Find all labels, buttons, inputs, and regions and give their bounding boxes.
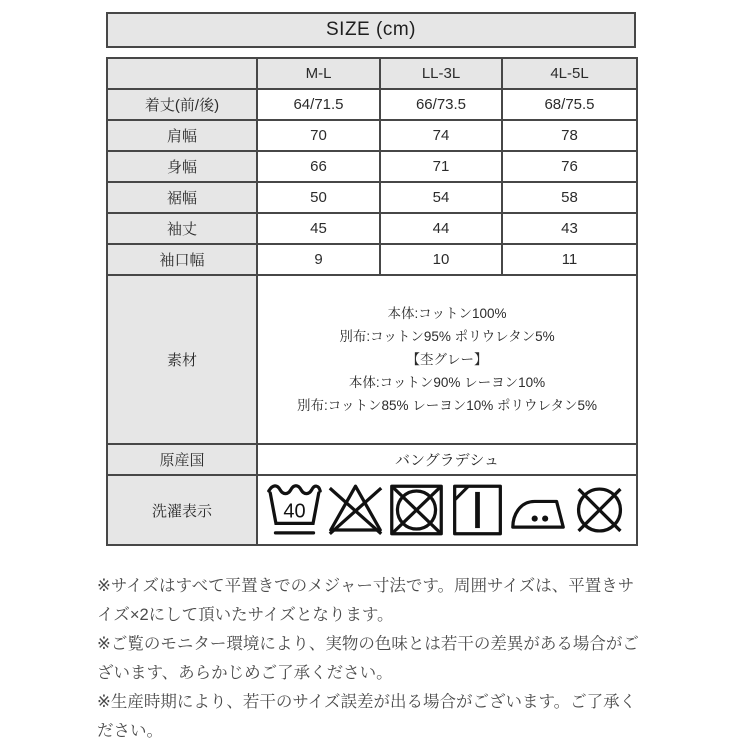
do-not-tumble-dry-icon [387, 478, 446, 542]
table-row-cuff-width [107, 244, 637, 275]
cell-value: 54 [380, 182, 502, 213]
cell-value: 68/75.5 [502, 89, 637, 120]
wash-40-gentle-icon [265, 478, 324, 542]
footnotes [97, 572, 649, 740]
cell-value: 64/71.5 [257, 89, 380, 120]
note-monitor-color: ※ご覧のモニター環境により、実物の色味とは若干の差異がある場合がございます、あらかじめご了承ください。 [97, 635, 639, 682]
cell-value: 11 [502, 244, 637, 275]
size-table [106, 57, 638, 546]
table-row-body-length [107, 89, 637, 120]
material-line: 本体:コットン90% レーヨン10% [348, 375, 546, 390]
origin-value: バングラデシュ [257, 444, 637, 475]
cell-value: 58 [502, 182, 637, 213]
row-label: 素材 [107, 275, 257, 444]
size-header-row [107, 58, 637, 89]
material-line: 本体:コットン100% [387, 306, 507, 321]
cell-value: 78 [502, 120, 637, 151]
svg-text:40: 40 [283, 500, 306, 523]
material-lines [258, 302, 636, 417]
size-header-4l5l: 4L-5L [502, 58, 637, 89]
cell-value: 43 [502, 213, 637, 244]
do-not-dry-clean-icon [570, 478, 629, 542]
size-header-ll3l: LL-3L [380, 58, 502, 89]
row-label: 着丈(前/後) [107, 89, 257, 120]
table-row-hem-width [107, 182, 637, 213]
row-label: 身幅 [107, 151, 257, 182]
material-line: 【杢グレー】 [406, 352, 488, 367]
table-row-sleeve-length [107, 213, 637, 244]
cell-value: 44 [380, 213, 502, 244]
cell-value: 76 [502, 151, 637, 182]
row-label: 洗濯表示 [107, 475, 257, 545]
table-row-shoulder-width [107, 120, 637, 151]
size-chart-title: SIZE (cm) [106, 12, 636, 48]
row-label: 裾幅 [107, 182, 257, 213]
cell-value: 66/73.5 [380, 89, 502, 120]
material-line: 別布:コットン95% ポリウレタン5% [339, 329, 555, 344]
row-label: 原産国 [107, 444, 257, 475]
cell-value: 71 [380, 151, 502, 182]
table-row-body-width [107, 151, 637, 182]
row-label: 袖口幅 [107, 244, 257, 275]
table-row-material [107, 275, 637, 444]
iron-medium-icon [509, 478, 568, 542]
cell-value: 70 [257, 120, 380, 151]
row-label: 袖丈 [107, 213, 257, 244]
drip-dry-in-shade-icon [448, 478, 507, 542]
cell-value: 66 [257, 151, 380, 182]
cell-value: 9 [257, 244, 380, 275]
cell-value: 50 [257, 182, 380, 213]
table-row-origin [107, 444, 637, 475]
table-row-care [107, 475, 637, 545]
note-measurement-method: ※サイズはすべて平置きでのメジャー寸法です。周囲サイズは、平置きサイズ×2にして頂いたサイズとなります。 [97, 577, 635, 624]
note-production-tolerance: ※生産時期により、若干のサイズ誤差が出る場合がございます。ご了承ください。 [97, 693, 637, 740]
material-cell [257, 275, 637, 444]
do-not-bleach-icon [326, 478, 385, 542]
cell-value: 10 [380, 244, 502, 275]
material-line: 別布:コットン85% レーヨン10% ポリウレタン5% [297, 398, 597, 413]
size-header-ml: M-L [257, 58, 380, 89]
care-symbols-cell [257, 475, 637, 545]
care-symbols [258, 476, 636, 544]
row-label: 肩幅 [107, 120, 257, 151]
header-empty-cell [107, 58, 257, 89]
cell-value: 74 [380, 120, 502, 151]
cell-value: 45 [257, 213, 380, 244]
